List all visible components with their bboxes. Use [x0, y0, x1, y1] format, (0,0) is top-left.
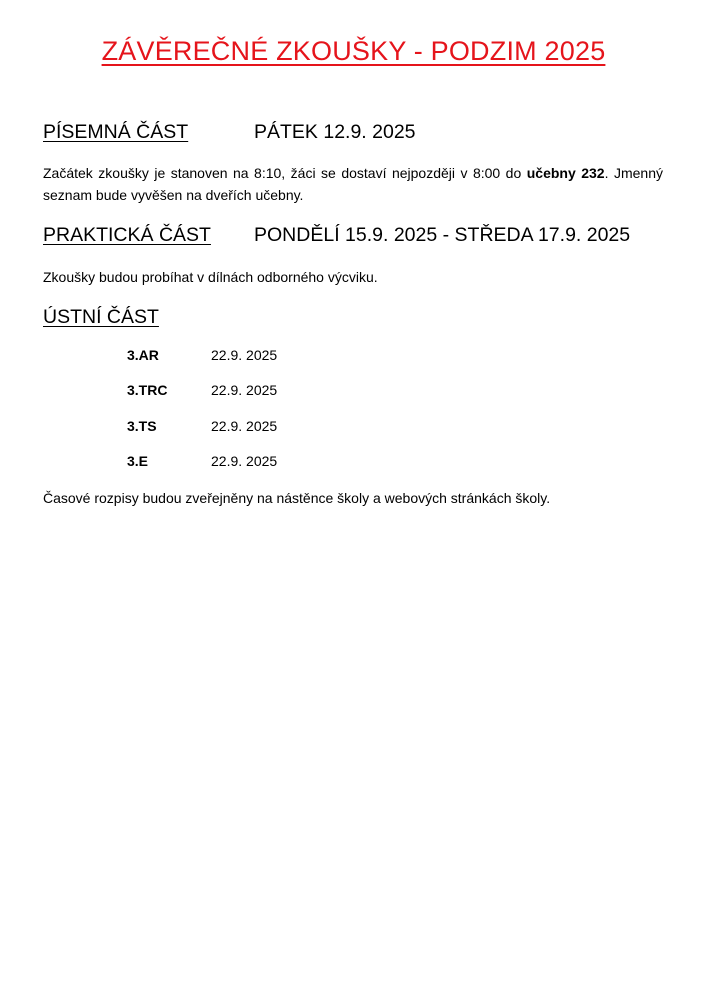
written-room: učebny 232 [526, 165, 605, 181]
oral-date: 22.9. 2025 [211, 347, 278, 363]
oral-schedule-row [127, 418, 277, 434]
oral-schedule-row [127, 453, 277, 469]
written-text-start: Začátek zkoušky je stanoven na 8:10, žáci se dostaví nejpozději v 8:00 do [43, 165, 527, 181]
page-title: ZÁVĚREČNÉ ZKOUŠKY - PODZIM 2025 [101, 36, 606, 66]
written-part-description [43, 162, 663, 206]
written-part-label: PÍSEMNÁ ČÁST [43, 121, 189, 143]
written-part-date: PÁTEK 12.9. 2025 [254, 121, 416, 143]
oral-class: 3.E [127, 453, 149, 469]
oral-schedule-row [127, 347, 277, 363]
oral-part-label: ÚSTNÍ ČÁST [43, 306, 159, 328]
practical-part-heading [43, 224, 631, 247]
practical-part-description: Zkoušky budou probíhat v dílnách odborného výcviku. [43, 269, 378, 285]
oral-schedule-row [127, 382, 277, 398]
written-part-heading [43, 121, 416, 144]
oral-date: 22.9. 2025 [211, 418, 278, 434]
schedule-footer-note: Časové rozpisy budou zveřejněny na nástěnce školy a webových stránkách školy. [43, 490, 551, 506]
oral-class: 3.TS [127, 418, 157, 434]
practical-part-dates: PONDĚLÍ 15.9. 2025 - STŘEDA 17.9. 2025 [254, 224, 631, 246]
oral-class: 3.TRC [127, 382, 168, 398]
practical-part-label: PRAKTICKÁ ČÁST [43, 224, 211, 246]
oral-date: 22.9. 2025 [211, 453, 278, 469]
written-text-end: . Jmenný seznam bude vyvěšen na dveřích učebny. [43, 165, 663, 203]
oral-part-heading [43, 306, 159, 329]
oral-date: 22.9. 2025 [211, 382, 278, 398]
oral-class: 3.AR [127, 347, 159, 363]
